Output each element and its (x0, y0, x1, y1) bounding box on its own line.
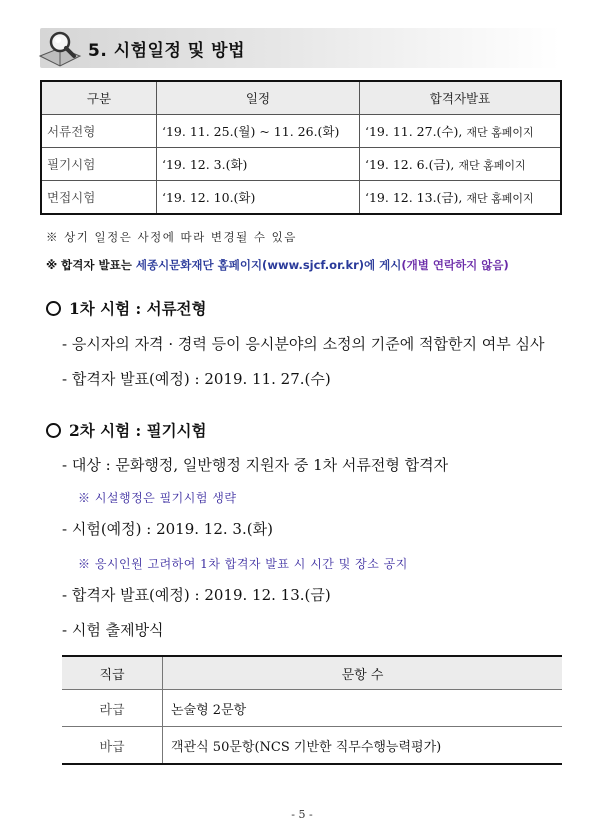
schedule-change-note: ※ 상기 일정은 사정에 따라 변경될 수 있음 (46, 230, 297, 244)
table-row (41, 181, 561, 215)
result-cell (360, 148, 562, 181)
result-note: 재단 홈페이지 (458, 159, 526, 172)
grade-cell: 바급 (62, 727, 163, 765)
page-number: - 5 - (291, 808, 313, 821)
stage2-heading (46, 419, 207, 441)
col-header-grade: 직급 (62, 656, 163, 690)
col-header-stage: 구분 (41, 81, 157, 115)
stage1-item: - 응시자의 자격 · 경력 등이 응시분야의 소정의 기준에 적합한지 여부 심사 (62, 335, 545, 353)
schedule-table (40, 80, 562, 215)
stage1-item: - 합격자 발표(예정) : 2019. 11. 27.(수) (62, 370, 331, 388)
announcement-note-no-contact: (개별 연락하지 않음) (401, 258, 509, 272)
result-cell (360, 181, 562, 215)
announcement-note-website: 세종시문화재단 홈페이지(www.sjcf.or.kr)에 게시 (135, 258, 402, 272)
stage2-announce: - 합격자 발표(예정) : 2019. 12. 13.(금) (62, 586, 331, 604)
stage2-exam-date: - 시험(예정) : 2019. 12. 3.(화) (62, 520, 273, 538)
stage2-method-label: - 시험 출제방식 (62, 621, 164, 639)
section-title: 5. 시험일정 및 방법 (88, 41, 245, 61)
result-date: ‘19. 11. 27.(수), (365, 124, 467, 139)
table-row (41, 148, 561, 181)
questions-cell: 객관식 50문항(NCS 기반한 직무수행능력평가) (163, 727, 563, 765)
stage2-target-note: ※ 시설행정은 필기시험 생략 (78, 491, 237, 505)
table-row (62, 727, 562, 765)
result-cell (360, 115, 562, 148)
result-note: 재단 홈페이지 (466, 192, 534, 205)
date-cell: ‘19. 12. 3.(화) (157, 148, 360, 181)
col-header-result: 합격자발표 (360, 81, 562, 115)
table-row (41, 115, 561, 148)
result-date: ‘19. 12. 13.(금), (365, 190, 467, 205)
stage1-heading (46, 297, 207, 319)
circle-bullet-icon (46, 423, 61, 438)
date-cell: ‘19. 12. 10.(화) (157, 181, 360, 215)
stage1-heading-text: 1차 시험 : 서류전형 (69, 299, 207, 318)
stage-cell: 면접시험 (41, 181, 157, 215)
col-header-questions: 문항 수 (163, 656, 563, 690)
announcement-note-prefix: ※ 합격자 발표는 (46, 258, 136, 272)
date-cell: ‘19. 11. 25.(월) ~ 11. 26.(화) (157, 115, 360, 148)
circle-bullet-icon (46, 301, 61, 316)
table-row (62, 690, 562, 727)
magnifier-book-icon (36, 26, 84, 70)
result-note: 재단 홈페이지 (466, 126, 534, 139)
stage2-target: - 대상 : 문화행정, 일반행정 지원자 중 1차 서류전형 합격자 (62, 456, 449, 474)
stage-cell: 필기시험 (41, 148, 157, 181)
grade-cell: 라급 (62, 690, 163, 727)
result-date: ‘19. 12. 6.(금), (365, 157, 459, 172)
exam-method-table (62, 655, 562, 765)
col-header-date: 일정 (157, 81, 360, 115)
stage-cell: 서류전형 (41, 115, 157, 148)
announcement-note (46, 257, 509, 273)
stage2-heading-text: 2차 시험 : 필기시험 (69, 421, 207, 440)
questions-cell: 논술형 2문항 (163, 690, 563, 727)
stage2-exam-note: ※ 응시인원 고려하여 1차 합격자 발표 시 시간 및 장소 공지 (78, 557, 408, 571)
